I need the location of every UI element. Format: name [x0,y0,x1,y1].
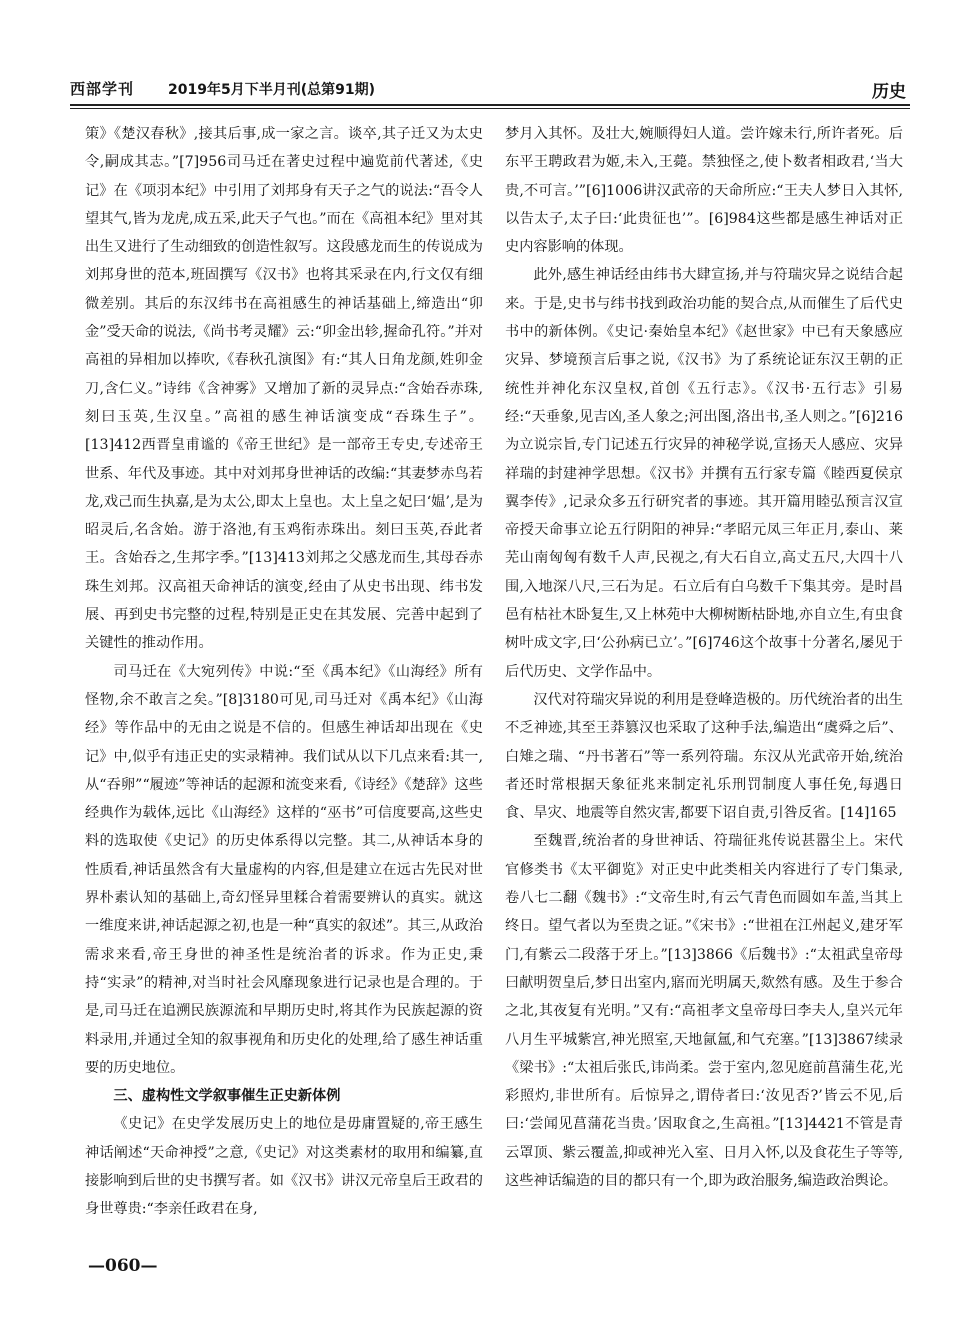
paragraph: 《史记》在史学发展历史上的地位是毋庸置疑的,帝王感生神话阐述“天命神授”之意,《史记》对这类素材的取用和编纂,直接影响到后世的史书撰写者。如《汉书》讲汉元帝皇后王政君的身世尊贵:“李亲任政君在身, [85,1116,483,1218]
page-number: —060— [88,1256,158,1276]
journal-name: 西部学刊 [70,80,135,98]
paragraph: 至魏晋,统治者的身世神话、符瑞征兆传说甚嚣尘上。宋代官修类书《太平御览》对正史中此类相关内容进行了专门集录,卷八七二翻《魏书》:“文帝生时,有云气青色而圆如车盖,当其上终日。望气者以为至贵之证。”《宋书》:“世祖在江州起义,建牙军门,有紫云二段落于牙上。”[13]3866《后魏书》:“太祖武皇帝母曰献明贺皇后,梦日出室内,寤而光明属天,欻然有感。及生于参合之北,其夜复有光明。”又有:“高祖孝文皇帝母曰李夫人,皇兴元年八月生平城紫宫,神光照室,天地氤氲,和气充塞。”[13]3867续录《梁书》:“太祖后张氏,讳尚柔。尝于室内,忽见庭前菖蒲生花,光彩照灼,非世所有。后惊异之,谓侍者曰:‘汝见否?’皆云不见,后曰:‘尝闻见菖蒲花当贵。’因取食之,生高祖。”[13]4421不管是青云罩顶、紫云覆盖,抑或神光入室、日月入怀,以及食花生子等等,这些神话编造的目的都只有一个,即为政治服务,编造政治舆论。 [505,833,903,1189]
issue-info: 2019年5月下半月刊(总第91期) [168,82,375,98]
paragraph: 汉代对符瑞灾异说的利用是登峰造极的。历代统治者的出生不乏神迹,其至王莽篡汉也采取了这种手法,编造出“虞舜之后”、白雉之瑞、“丹书著石”等一系列符瑞。东汉从光武帝开始,统治者还时常根据天象征兆来制定礼乐刑罚制度人事任免,每遇日食、旱灾、地震等自然灾害,都要下诏自责,引咎反省。[14]165 [505,691,903,822]
left-column [85,120,483,1240]
section-heading: 三、虚构性文学叙事催生正史新体例 [113,1088,341,1105]
paragraph: 司马迁在《大宛列传》中说:“至《禹本纪》《山海经》所有怪物,余不敢言之矣。”[8]3180可见,司马迁对《禹本纪》《山海经》等作品中的无由之说是不信的。但感生神话却出现在《史记》中,似乎有违正史的实录精神。我们试从以下几点来看:其一,从“吞卵”“履迹”等神话的起源和流变来看,《诗经》《楚辞》这些经典作为载体,远比《山海经》这样的“巫书”可信度要高,这些史料的选取使《史记》的历史体系得以完整。其二,从神话本身的性质看,神话虽然含有大量虚构的内容,但是建立在远古先民对世界朴素认知的基础上,奇幻怪异里糅合着需要辨认的真实。就这一维度来讲,神话起源之初,也是一种“真实的叙述”。其三,从政治需求来看,帝王身世的神圣性是统治者的诉求。作为正史,秉持“实录”的精神,对当时社会风靡现象进行记录也是合理的。于是,司马迁在追溯民族源流和早期历史时,将其作为民族起源的资料录用,并通过全知的叙事视角和历史化的处理,给了感生神话重要的历史地位。 [85,663,483,1076]
right-column [505,120,903,1240]
header-rule [70,104,910,106]
section-label: 历史 [872,82,906,102]
header-rule-thin [70,108,910,109]
paragraph: 此外,感生神话经由纬书大肆宣扬,并与符瑞灾异之说结合起来。于是,史书与纬书找到政治功能的契合点,从而催生了后代史书中的新体例。《史记·秦始皇本纪》《赵世家》中已有天象感应灾异、梦境预言后事之说,《汉书》为了系统论证东汉王朝的正统性并神化东汉皇权,首创《五行志》。《汉书·五行志》引易经:“天垂象,见吉凶,圣人象之;河出图,洛出书,圣人则之。”[6]216为立说宗旨,专门记述五行灾异的神秘学说,宣扬天人感应、灾异祥瑞的封建神学思想。《汉书》并撰有五行家专篇《睦西夏侯京翼李传》,记录众多五行研究者的事迹。其开篇用睦弘预言汉宣帝授天命事立论五行阴阳的神异:“孝昭元凤三年正月,泰山、莱芜山南匈匈有数千人声,民视之,有大石自立,高丈五尺,大四十八围,入地深八尺,三石为足。石立后有白乌数千下集其旁。是时昌邑有枯社木卧复生,又上林苑中大柳树断枯卧地,亦自立生,有虫食树叶成文字,曰‘公孙病已立’。”[6]746这个故事十分著名,屡见于后代历史、文学作品中。 [505,267,903,680]
paragraph: 策》《楚汉春秋》,接其后事,成一家之言。谈卒,其子迁又为太史令,嗣成其志。”[7]956司马迁在著史过程中遍览前代著述,《史记》在《项羽本纪》中引用了刘邦身有天子之气的说法:“吾令人望其气,皆为龙虎,成五采,此天子气也。”而在《高祖本纪》里对其出生又进行了生动细致的创造性叙写。这段感龙而生的传说成为刘邦身世的范本,班固撰写《汉书》也将其采录在内,行文仅有细微差别。其后的东汉纬书在高祖感生的神话基础上,缔造出“卯金”受天命的说法,《尚书考灵耀》云:“卯金出轸,握命孔符。”并对高祖的异相加以捧吹,《春秋孔演图》有:“其人日角龙颜,姓卯金刀,含仁义。”诗纬《含神雾》又增加了新的灵异点:“含始吞赤珠,刻曰玉英,生汉皇。”高祖的感生神话演变成“吞珠生子”。[13]412西晋皇甫谧的《帝王世纪》是一部帝王专史,专述帝王世系、年代及事迹。其中对刘邦身世神话的改编:“其妻梦赤鸟若龙,戏己而生执嘉,是为太公,即太上皇也。太上皇之妃曰‘媪’,是为昭灵后,名含始。游于洛池,有玉鸡衔赤珠出。刻曰玉英,吞此者王。含始吞之,生邦字季。”[13]413刘邦之父感龙而生,其母吞赤珠生刘邦。汉高祖天命神话的演变,经由了从史书出现、纬书发展、再到史书完整的过程,特别是正史在其发展、完善中起到了关键性的推动作用。 [85,126,483,652]
paragraph: 梦月入其怀。及壮大,婉顺得妇人道。尝许嫁未行,所许者死。后东平王聘政君为姬,未入,王薨。禁独怪之,使卜数者相政君,‘当大贵,不可言。’”[6]1006讲汉武帝的天命所应:“王夫人梦日入其怀,以告太子,太子曰:‘此贵征也’”。[6]984这些都是感生神话对正史内容影响的体现。 [505,126,903,256]
running-header [70,74,910,102]
